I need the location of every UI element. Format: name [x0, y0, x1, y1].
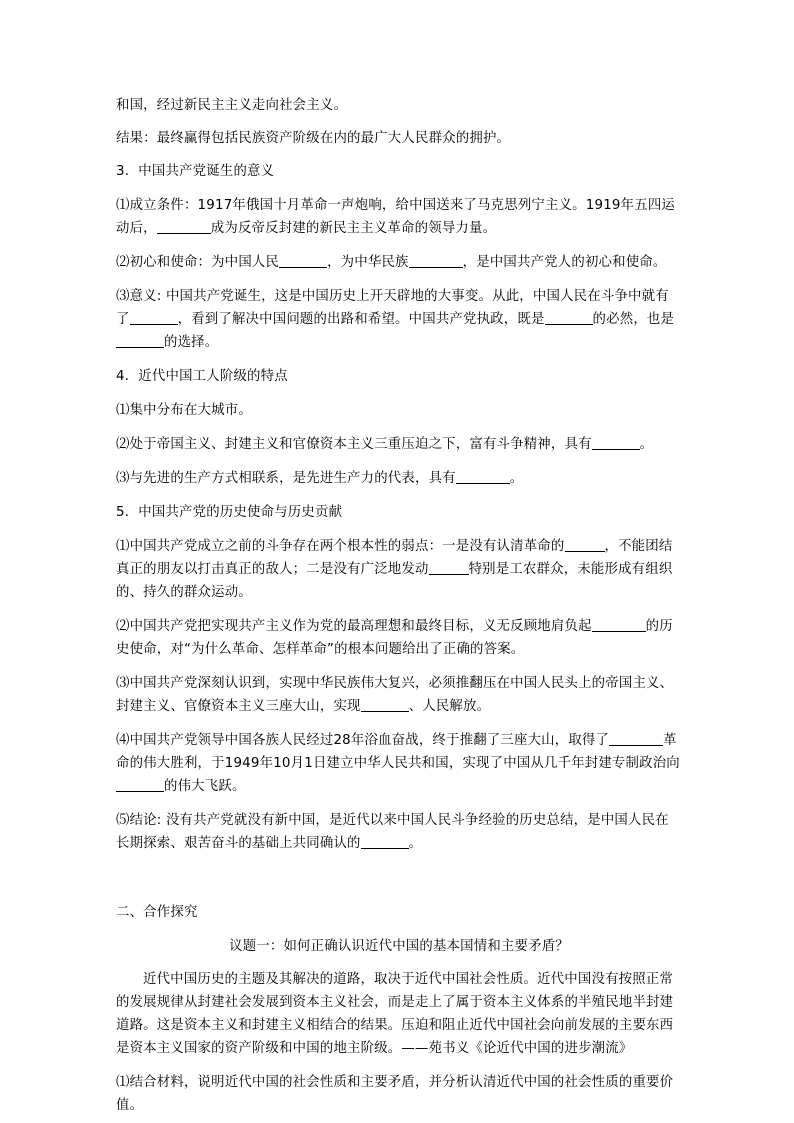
fill-blank[interactable]	[279, 253, 327, 268]
document-page	[116, 94, 682, 1117]
item-5-1: ⑴中国共产党成立之前的斗争存在两个根本性的弱点：一是没有认清革命的 ，不能团结真正的朋友以打击真正的敌人；二是没有广泛地发动 特别是工农群众，未能形成有组织的、持久的群众运动。	[116, 539, 673, 600]
fill-blank[interactable]	[116, 777, 164, 792]
topic-title: 议题一：如何正确认识近代中国的基本国情和主要矛盾？	[229, 939, 569, 954]
item-5-5: ⑸结论: 没有共产党就没有新中国，是近代以来中国人民斗争经验的历史总结，是中国人民在长期探索、艰苦奋斗的基础上共同确认的 。	[116, 813, 669, 851]
question-1: ⑴结合材料，说明近代中国的社会性质和主要矛盾，并分析认清近代中国的社会性质的重要价值。	[116, 1075, 674, 1113]
section-heading-2: 二、合作探究	[116, 905, 198, 920]
fill-blank[interactable]	[592, 435, 640, 450]
item-5-3: ⑶中国共产党深刻认识到，实现中华民族伟大复兴，必须推翻压在中国人民头上的帝国主义、封建主义、官僚资本主义三座大山，实现 、人民解放。	[116, 676, 674, 714]
item-3-1: ⑴成立条件：1917年俄国十月革命一声炮响，给中国送来了马克思列宁主义。1919年五四运动后， 成为反帝反封建的新民主主义革命的领导力量。	[116, 198, 676, 236]
fill-blank[interactable]	[130, 310, 178, 325]
fill-blank[interactable]	[456, 469, 510, 484]
fill-blank[interactable]	[609, 731, 663, 746]
heading-4: 4．近代中国工人阶级的特点	[116, 369, 288, 384]
fill-blank[interactable]	[361, 697, 409, 712]
paragraph-continuation: 和国，经过新民主主义走向社会主义。	[116, 98, 348, 113]
heading-3: 3．中国共产党诞生的意义	[116, 164, 275, 179]
item-4-1: ⑴集中分布在大城市。	[116, 403, 252, 418]
item-4-2: ⑵处于帝国主义、封建主义和官僚资本主义三重压迫之下，富有斗争精神，具有 。	[116, 437, 654, 452]
item-4-3: ⑶与先进的生产方式相联系，是先进生产力的代表，具有 。	[116, 471, 524, 486]
fill-blank[interactable]	[361, 834, 409, 849]
fill-blank[interactable]	[116, 333, 164, 348]
item-3-2: ⑵初心和使命：为中国人民 ，为中华民族 ，是中国共产党人的初心和使命。	[116, 255, 667, 270]
fill-blank[interactable]	[545, 310, 593, 325]
fill-blank[interactable]	[409, 253, 463, 268]
fill-blank[interactable]	[429, 560, 469, 575]
heading-5: 5．中国共产党的历史使命与历史贡献	[116, 505, 343, 520]
paragraph-result: 结果：最终赢得包括民族资产阶级在内的最广大人民群众的拥护。	[116, 131, 511, 146]
item-5-4: ⑷中国共产党领导中国各族人民经过28年浴血奋战，终于推翻了三座大山，取得了 革命的伟大胜利，于1949年10月1日建立中华人民共和国，实现了中国从几千年封建专制政治向的伟大飞跃。	[116, 733, 680, 794]
fill-blank[interactable]	[157, 219, 211, 234]
item-5-2: ⑵中国共产党把实现共产主义作为党的最高理想和最终目标，义无反顾地肩负起 的历史使命，对“为什么革命、怎样革命”的根本问题给出了正确的答案。	[116, 619, 673, 657]
item-3-3: ⑶意义: 中国共产党诞生，这是中国历史上开天辟地的大事变。从此，中国人民在斗争中就有了 ，看到了解决中国问题的出路和希望。中国共产党执政，既是 的必然，也是的选择。	[116, 289, 675, 350]
material-paragraph: 近代中国历史的主题及其解决的道路，取决于近代中国社会性质。近代中国没有按照正常的发展规律从封建社会发展到资本主义社会，而是走上了属于资本主义体系的半殖民地半封建道路。这是资本主义和封建主义相结合的结果。压迫和阻止近代中国社会向前发展的主要东西是资本主义国家的资产阶级和中国的地主阶级。——苑书义《论近代中国的进步潮流》	[116, 972, 674, 1056]
fill-blank[interactable]	[592, 617, 646, 632]
fill-blank[interactable]	[565, 537, 605, 552]
